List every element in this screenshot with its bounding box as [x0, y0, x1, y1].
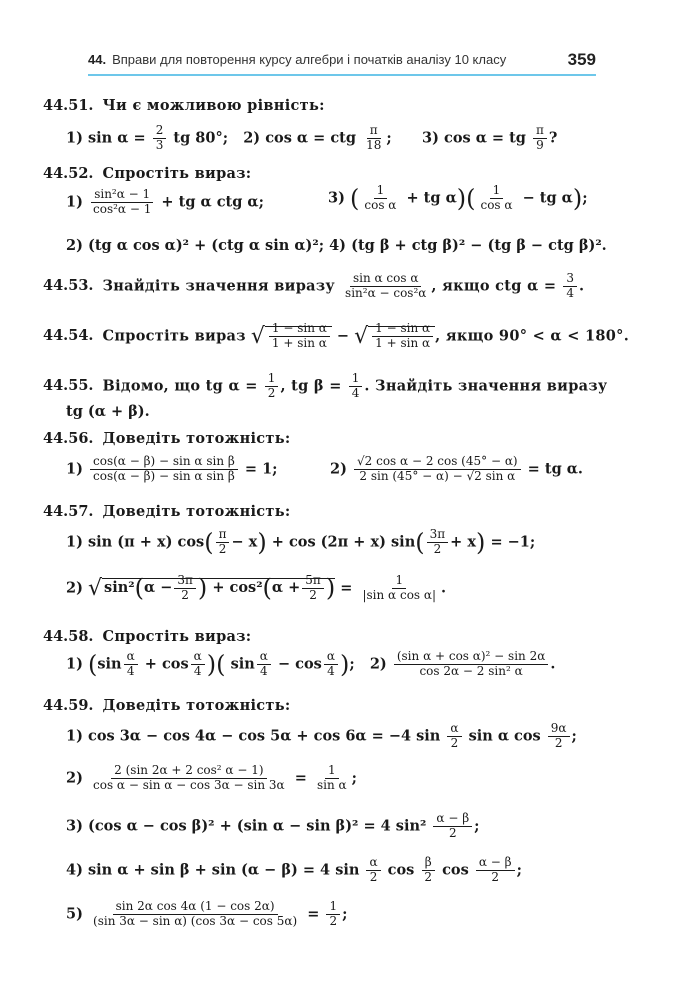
formula-line: 1) sin α = $\frac{2}{3}$ tg 80°; 2) cos α = ctg $\frac{\pi}{18}$ ; 3) cos α = tg $\frac{\pi}{9}$ ?	[66, 123, 558, 152]
formula-line: 3) (cos α − cos β)² + (sin α − sin β)² = 4 sin² $\frac{\alpha - \beta}{2}$ ;	[66, 811, 480, 840]
problem-text: Чи є можливою рівність:	[102, 97, 325, 114]
section-number: 44.	[88, 52, 107, 67]
problem-44-59: 44.59. Доведіть тотожність:	[43, 697, 291, 714]
header-rule	[88, 74, 596, 76]
problem-44-52	[43, 165, 251, 182]
problem-44-53: 44.53. Знайдіть значення виразу $\frac{\text{sin α cos α}}{\text{sin²α − cos²α}}$ , якщо ctg α = $\frac{3}{4}$ .	[43, 271, 585, 300]
formula-line: 1) (sin $\frac{\alpha}{4}$ + cos $\frac{\alpha}{4}$ )( sin $\frac{\alpha}{4}$ − cos $\frac{\alpha}{4}$ ); 2) $\frac{\text{(sin α + cos α)² − sin 2α}}{\text{cos 2α − 2 sin² α}}$ .	[66, 649, 556, 679]
problem-44-58: 44.58. Спростіть вираз:	[43, 628, 252, 645]
problem-44-55: 44.55. Відомо, що tg α = $\frac{1}{2}$ , tg β = $\frac{1}{4}$ . Знайдіть значення виразу	[43, 371, 608, 400]
formula-line: 2) (tg α cos α)² + (ctg α sin α)²; 4) (tg β + ctg β)² − (tg β − ctg β)².	[66, 237, 607, 254]
formula-line: 4) sin α + sin β + sin (α − β) = 4 sin $\frac{\alpha}{2}$ cos $\frac{\beta}{2}$ cos $\frac{\alpha - \beta}{2}$ ;	[66, 855, 522, 884]
page-header	[88, 50, 596, 74]
formula-line: 1) $\frac{\text{cos(α − β) − sin α sin β}}{\text{cos(α − β) − sin α sin β}}$ = 1;	[66, 454, 278, 483]
problem-44-56: 44.56. Доведіть тотожність:	[43, 430, 291, 447]
formula-line: 1) $\frac{\text{sin²α − 1}}{\text{cos²α − 1}}$ + tg α ctg α;	[66, 187, 264, 216]
problem-44-54: 44.54. Спростіть вираз √ $\frac{\text{1 − sin α}}{\text{1 + sin α}}$ − √ $\frac{\text{1 − sin α}}{\text{1 + sin α}}$ , якщо 90° < α < 180°.	[43, 321, 630, 350]
formula-line: 5) $\frac{\text{sin 2α cos 4α (1 − cos 2α)}}{\text{(sin 3α − sin α) (cos 3α − cos 5α)}}$ = $\frac{1}{2}$ ;	[66, 899, 348, 928]
page-number: 359	[567, 50, 596, 69]
problem-44-51	[43, 97, 325, 114]
formula-line: 3) ( $\frac{1}{\text{cos α}}$ + tg α)( $\frac{1}{\text{cos α}}$ − tg α);	[328, 183, 588, 213]
running-head	[88, 52, 506, 67]
formula-line: 2) $\frac{\text{2 (sin 2α + 2 cos² α − 1)}}{\text{cos α − sin α − cos 3α − sin 3α}}$ = $\frac{1}{\text{sin α}}$ ;	[66, 763, 357, 792]
problem-44-57: 44.57. Доведіть тотожність:	[43, 503, 291, 520]
problem-number: 44.51.	[43, 97, 94, 114]
section-title: Вправи для повторення курсу алгебри і початків аналізу 10 класу	[112, 52, 507, 67]
formula-line: tg (α + β).	[66, 403, 150, 420]
formula-line: 2) $\frac{\text{√2 cos α − 2 cos (45° − α)}}{\text{2 sin (45° − α) − √2 sin α}}$ = tg α.	[330, 454, 583, 483]
formula-line: 1) cos 3α − cos 4α − cos 5α + cos 6α = −4 sin $\frac{\alpha}{2}$ sin α cos $\frac{9\alpha}{2}$ ;	[66, 721, 577, 750]
formula-line: 1) sin (π + x) cos( $\frac{\pi}{2}$ − x) + cos (2π + x) sin( $\frac{3\pi}{2}$ + x) = −1;	[66, 527, 536, 557]
formula-line: 2) √ sin²(α − $\frac{3\pi}{2}$ ) + cos²(α + $\frac{5\pi}{2}$ ) = $\frac{1}{\text{|sin α cos α|}}$ .	[66, 573, 447, 603]
problem-number: 44.52.	[43, 165, 94, 182]
problem-text: Спростіть вираз:	[102, 165, 252, 182]
